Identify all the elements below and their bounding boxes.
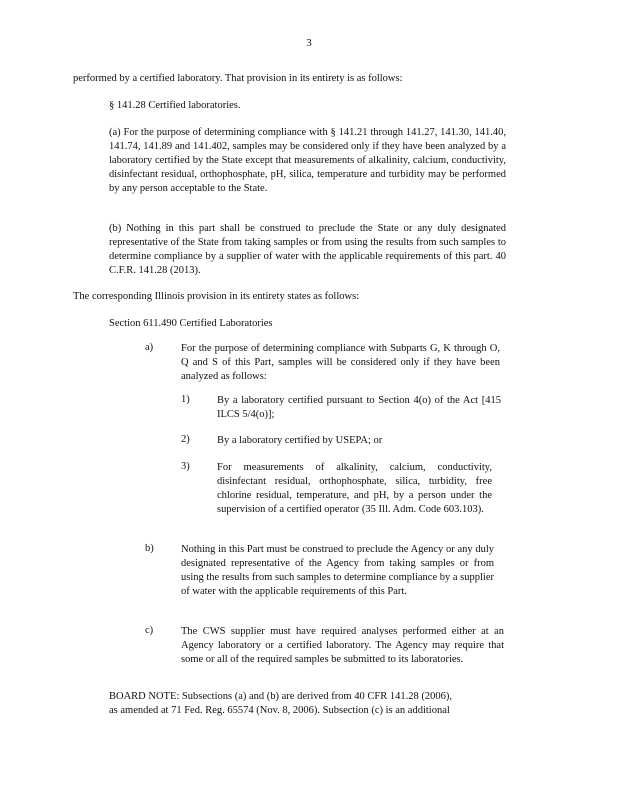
subsection-a-text: For the purpose of determining compliance with Subparts G, K through O, Q and S of this Part, samples will be considered only if they have been analyzed as follows: [181, 343, 500, 382]
subsection-b-label: b) [145, 543, 154, 554]
federal-paragraph-a: (a) For the purpose of determining compliance with § 141.21 through 141.27, 141.30, 141.40, 141.74, 141.89 and 141.402, samples may be considered only if they have been analyzed by a laboratory certified by the State except that measurements of alkalinity, calcium, conductivity, disinfectant residual, orthophosphate, pH, silica, temperature and turbidity may be performed by any person acceptable to the State. [109, 127, 506, 194]
item-1-label: 1) [181, 394, 190, 405]
page-number: 3 [306, 37, 312, 49]
board-note-line-2: as amended at 71 Fed. Reg. 65574 (Nov. 8, 2006). Subsection (c) is an additional [109, 705, 450, 716]
federal-paragraph-b: (b) Nothing in this part shall be construed to preclude the State or any duly designated representative of the State from taking samples or from using the results from such samples to determine compliance by a supplier of water with the applicable requirements of this part. 40 C.F.R. 141.28 (2013). [109, 223, 506, 276]
subsection-a-label: a) [145, 342, 154, 353]
item-2-label: 2) [181, 434, 190, 445]
item-1-text: By a laboratory certified pursuant to Section 4(o) of the Act [415 ILCS 5/4(o)]; [217, 395, 501, 420]
item-3-text: For measurements of alkalinity, calcium, conductivity, disinfectant residual, orthophosphate, silica, turbidity, free chlorine residual, temperature, and pH, by a person under the supervision of a certified operator (35 Ill. Adm. Code 603.103). [217, 462, 492, 515]
board-note-line-1: BOARD NOTE: Subsections (a) and (b) are derived from 40 CFR 141.28 (2006), [109, 691, 452, 702]
subsection-b-text: Nothing in this Part must be construed to preclude the Agency or any duly designated representative of the Agency from taking samples or from using the results from such samples to determine compliance by a supplier of water with the applicable requirements of this Part. [181, 544, 494, 597]
illinois-intro-paragraph: The corresponding Illinois provision in its entirety states as follows: [73, 291, 360, 302]
subsection-c-text: The CWS supplier must have required analyses performed either at an Agency laboratory or a certified laboratory. The Agency may require that some or all of the required samples be submitted to its laboratories. [181, 626, 504, 665]
illinois-section-heading: Section 611.490 Certified Laboratories [109, 318, 273, 329]
item-3-label: 3) [181, 461, 190, 472]
federal-section-heading: § 141.28 Certified laboratories. [109, 100, 241, 111]
item-2-text: By a laboratory certified by USEPA; or [217, 435, 383, 446]
subsection-c-label: c) [145, 625, 154, 636]
intro-paragraph: performed by a certified laboratory. That provision in its entirety is as follows: [73, 73, 403, 84]
